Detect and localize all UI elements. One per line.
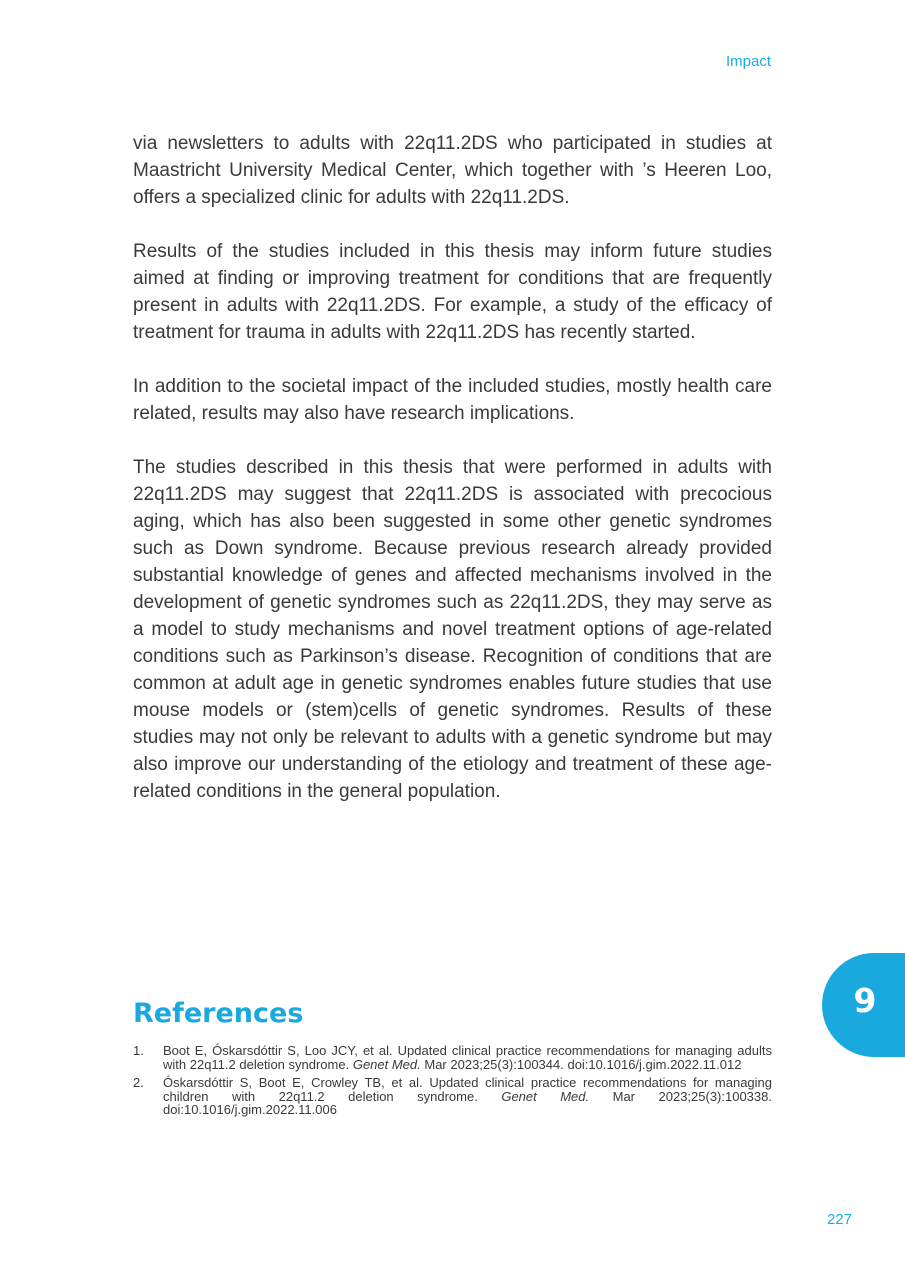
page-number: 227	[826, 1211, 852, 1228]
reference-details: Mar 2023;25(3):100344. doi:10.1016/j.gim.2022.11.012	[420, 1056, 742, 1072]
body-paragraph: via newsletters to adults with 22q11.2DS who participated in studies at Maastricht University Medical Center, which together with ’s Heeren Loo, offers a specialized clinic for adults with 22q11.2DS.	[133, 133, 772, 208]
chapter-number: 9	[853, 981, 877, 1020]
chapter-tab	[822, 953, 905, 1057]
references-heading: References	[133, 998, 304, 1029]
body-paragraph: Results of the studies included in this thesis may inform future studies aimed at finding or improving treatment for conditions that are frequently present in adults with 22q11.2DS. For example, a study of the efficacy of treatment for trauma in adults with 22q11.2DS has recently started.	[133, 241, 772, 343]
reference-text: Boot E, Óskarsdóttir S, Loo JCY, et al. Updated clinical practice recommendations for managing adults with 22q11.2 deletion syndrome.	[163, 1043, 772, 1072]
reference-details: Mar 2023;25(3):100338. doi:10.1016/j.gim.2022.11.006	[163, 1088, 772, 1117]
running-header: Impact	[725, 53, 771, 70]
reference-number: 2.	[133, 1075, 144, 1090]
reference-item	[133, 1044, 772, 1071]
reference-journal: Genet Med.	[352, 1056, 421, 1072]
reference-number: 1.	[133, 1043, 144, 1058]
references-list	[133, 1044, 772, 1122]
body-paragraph: The studies described in this thesis that were performed in adults with 22q11.2DS may suggest that 22q11.2DS is associated with precocious aging, which has also been suggested in some other genetic syndromes such as Down syndrome. Because previous research already provided substantial knowledge of genes and affected mechanisms involved in the development of genetic syndromes such as 22q11.2DS, they may serve as a model to study mechanisms and novel treatment options of age-related conditions such as Parkinson’s disease. Recognition of conditions that are common at adult age in genetic syndromes enables future studies that use mouse models or (stem)cells of genetic syndromes. Results of these studies may not only be relevant to adults with a genetic syndrome but may also improve our understanding of the etiology and treatment of these age-related conditions in the general population.	[133, 457, 772, 802]
reference-item	[133, 1076, 772, 1117]
body-paragraph: In addition to the societal impact of the included studies, mostly health care related, results may also have research implications.	[133, 376, 772, 424]
reference-text: Óskarsdóttir S, Boot E, Crowley TB, et al. Updated clinical practice recommendations for managing children with 22q11.2 deletion syndrome.	[163, 1075, 772, 1104]
body-text	[133, 130, 772, 832]
reference-journal: Genet Med.	[501, 1088, 590, 1104]
